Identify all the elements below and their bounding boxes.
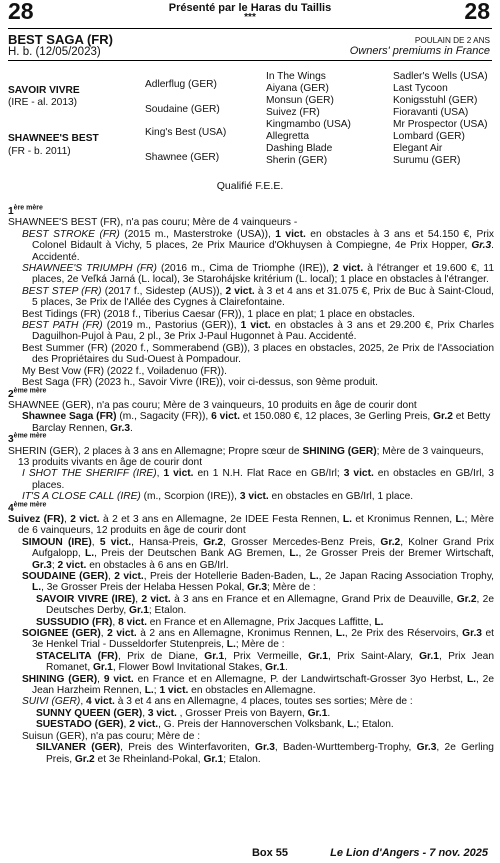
- section-heading-3: $3^{ème mère}$: [8, 432, 47, 446]
- header-rule-bottom: [8, 60, 492, 61]
- section-heading-1: $1^{ère mère}$: [8, 204, 43, 217]
- pedigree-gen4-item: Surumu (GER): [393, 155, 461, 166]
- produce-entry: BEST PATH (FR) (2019 m., Pastorius (GER)), 1 vict. en obstacles à 3 ans et 29.200 €, Prix Charles Daguilhon-Pujol à Pau, 2 pl., 3e Prix J-Paul Hugonnet à Pau. Accidenté.: [22, 320, 495, 343]
- dam-line: Suivez (FR), 2 vict. à 2 et 3 ans en Allemagne, 2e IDEE Festa Rennen, L. et Kronimus Rennen, L.; Mère de 6 vainqueurs, 12 produits en âge de courir dont: [8, 513, 494, 537]
- pedigree-gen4-item: Sadler's Wells (USA): [393, 71, 488, 82]
- produce-entry: Best Tidings (FR) (2018 f., Tiberius Caesar (FR)), 1 place en plat; 1 place en obstacles.: [22, 308, 415, 320]
- produce-entry: My Best Vow (FR) (2022 f., Voiladenuo (FR)).: [22, 365, 227, 377]
- pedigree-gen3-item: Kingmambo (USA): [266, 119, 351, 130]
- pedigree-gen3-item: In The Wings: [266, 71, 326, 82]
- produce-entry: SHAWNEE'S TRIUMPH (FR) (2016 m., Cima de Triomphe (IRE)), 2 vict. à l'étranger et 19.600 €, 11 places, 2e Veľká Jarná (L. local), 3e Starohájske kritérium (L. local); 1 place en obstacles à l'étranger.: [22, 263, 494, 286]
- pedigree-gen2-item: Shawnee (GER): [145, 152, 220, 163]
- produce-entry: BEST STEP (FR) (2017 f., Sidestep (AUS)), 2 vict. à 3 et 4 ans et 31.075 €, Prix de Buc à Saint-Cloud, 5 places, 3e Prix de l'Allée des Cygnes à Clairefontaine.: [22, 285, 494, 309]
- produce-entry: I SHOT THE SHERIFF (IRE), 1 vict. en 1 N.H. Flat Race en GB/Irl; 3 vict. en obstacles en GB/Irl, 3 places.: [22, 468, 494, 491]
- produce-entry: Suisun (GER), n'a pas couru; Mère de :: [22, 730, 201, 742]
- produce-entry: SILVANER (GER), Preis des Winterfavoriten, Gr.3, Baden-Wurttemberg-Trophy, Gr.3, 2e Gerling Preis, Gr.2 et 3e Rheinland-Pokal, Gr.1; Etalon.: [36, 742, 494, 765]
- horse-name: BEST SAGA (FR): [8, 32, 113, 47]
- dam-line: SHERIN (GER), 2 places à 3 ans en Allemagne; Propre sœur de SHINING (GER); Mère de 3 vainqueurs, 13 produits vivants en âge de courir dont: [8, 445, 484, 468]
- pedigree-dam-detail: (FR - b. 2011): [8, 146, 71, 157]
- pedigree-gen3-item: Dashing Blade: [266, 143, 333, 154]
- owners-premium: Owners' premiums in France: [349, 45, 490, 57]
- pedigree-gen2-item: King's Best (USA): [145, 127, 227, 138]
- pedigree-dam: SHAWNEE'S BEST: [8, 133, 99, 144]
- section-heading-4: $4^{ème mère}$: [8, 501, 47, 514]
- pedigree-gen2-item: Adlerflug (GER): [145, 79, 217, 90]
- dam-line: SHAWNEE'S BEST (FR), n'a pas couru; Mère de 4 vainqueurs -: [8, 217, 298, 229]
- horse-type: POULAIN DE 2 ANS: [414, 36, 490, 45]
- produce-entry: STACELITA (FR), Prix de Diane, Gr.1, Prix Vermeille, Gr.1, Prix Saint-Alary, Gr.1, Prix Jean Romanet, Gr.1, Flower Bowl Invitational Stakes, Gr.1.: [36, 650, 494, 674]
- produce-entry: SUIVI (GER), 4 vict. à 3 et 4 ans en Allemagne, 4 places, toutes ses sorties; Mère de :: [22, 696, 413, 708]
- pedigree-gen4-item: Mr Prospector (USA): [393, 119, 488, 130]
- presented-by: Présenté par le Haras du Taillis: [168, 2, 332, 14]
- produce-entry: Best Summer (FR) (2020 f., Sommerabend (GB)), 3 places en obstacles, 2025, 2e Prix de l'Association des Propriétaires du Sud-Ouest à Pompadour.: [22, 342, 494, 366]
- produce-entry: SHINING (GER), 9 vict. en France et en Allemagne, P. der Landwirtschaft-Grosser 3yo Herbst, L., 2e Jean Harzheim Rennen, L.; 1 vict. en obstacles en Allemagne.: [22, 673, 495, 697]
- pedigree-gen4-item: Elegant Air: [393, 143, 443, 154]
- horse-birth: H. b. (12/05/2023): [8, 46, 101, 58]
- section-heading-2: $2^{ème mère}$: [8, 387, 47, 400]
- header-rule: [8, 28, 492, 29]
- catalogue-header: [0, 0, 500, 30]
- pedigree-sire-detail: (IRE - al. 2013): [8, 97, 78, 108]
- pedigree-gen3-item: Suivez (FR): [266, 107, 320, 118]
- pedigree-gen4-item: Fioravanti (USA): [393, 107, 469, 118]
- pedigree-gen4-item: Last Tycoon: [393, 83, 448, 94]
- lot-number-right: 28: [464, 0, 490, 24]
- produce-entry: SOIGNEE (GER), 2 vict. à 2 ans en Allemagne, Kronimus Rennen, L., 2e Prix des Réservoirs, Gr.3 et 3e Henkel Trial - Dusseldorfer Stutenpreis, L.; Mère de :: [22, 628, 494, 651]
- produce-entry: SUNNY QUEEN (GER), 3 vict. , Grosser Preis von Bayern, Gr.1.: [36, 707, 331, 719]
- produce-entry: IT'S A CLOSE CALL (IRE) (m., Scorpion (IRE)), 3 vict. en obstacles en GB/Irl, 1 place.: [22, 491, 414, 503]
- produce-entry: BEST STROKE (FR) (2015 m., Masterstroke (USA)), 1 vict. en obstacles à 3 ans et 54.150 €, Prix Colonel Bidault à Vichy, 5 places, 2e Prix Maurice d'Okhuysen à Compiegne, 4e Prix Hopper, Gr.3. Accidenté.: [22, 228, 494, 263]
- sale-info: Le Lion d'Angers - 7 nov. 2025: [330, 847, 488, 859]
- pedigree-gen3-item: Monsun (GER): [266, 95, 334, 106]
- pedigree-gen4-item: Lombard (GER): [393, 131, 465, 142]
- pedigree-gen3-item: Sherin (GER): [266, 155, 328, 166]
- page-footer: [0, 848, 500, 859]
- produce-entry: SIMOUN (IRE), 5 vict., Hansa-Preis, Gr.2, Grosser Mercedes-Benz Preis, Gr.2, Kolner Grand Prix Aufgalopp, L., Preis der Deutschen Bank AG Bremen, L., 2e Grosser Preis der Bremer Wirtschaft, Gr.3; 2 vict. en obstacles à 6 ans en GB/Irl.: [22, 536, 495, 571]
- produce-entry: SOUDAINE (GER), 2 vict., Preis der Hotellerie Baden-Baden, L., 2e Japan Racing Association Trophy, L., 3e Grosser Preis der Helaba Hessen Pokal, Gr.3; Mère de :: [22, 571, 494, 594]
- pedigree-sire: SAVOIR VIVRE: [8, 85, 80, 96]
- produce-entry: Best Saga (FR) (2023 h., Savoir Vivre (IRE)), voir ci-dessus, son 9ème produit.: [22, 377, 378, 389]
- produce-entry: SUESTADO (GER), 2 vict., G. Preis der Hannoverschen Volksbank, L.; Etalon.: [36, 719, 394, 731]
- produce-entry: SAVOIR VIVRE (IRE), 2 vict. à 3 ans en France et en Allemagne, Grand Prix de Deauville, Gr.2, 2e Deutsches Derby, Gr.1; Etalon.: [36, 593, 494, 617]
- box-number: Box 55: [251, 847, 289, 859]
- produce-entry: SUSSUDIO (FR), 8 vict. en France et en Allemagne, Prix Jacques Laffitte, L.: [36, 616, 384, 628]
- produce-entry: Shawnee Saga (FR) (m., Sagacity (FR)), 6 vict. et 150.080 €, 12 places, 3e Gerling Preis, Gr.2 et Betty Barclay Rennen, Gr.3.: [22, 411, 491, 434]
- pedigree-gen3-item: Aiyana (GER): [266, 83, 329, 94]
- pedigree-gen4-item: Konigsstuhl (GER): [393, 95, 478, 106]
- produce-record: [8, 206, 494, 765]
- pedigree-gen3-item: Allegretta: [266, 131, 310, 142]
- dam-line: SHAWNEE (GER), n'a pas couru; Mère de 3 vainqueurs, 10 produits en âge de courir dont: [8, 399, 417, 411]
- lot-number-left: 28: [8, 0, 34, 24]
- stars: ***: [244, 12, 256, 23]
- qualification: Qualifié F.E.E.: [216, 180, 284, 192]
- pedigree-table: [0, 70, 500, 175]
- pedigree-gen2-item: Soudaine (GER): [145, 104, 220, 115]
